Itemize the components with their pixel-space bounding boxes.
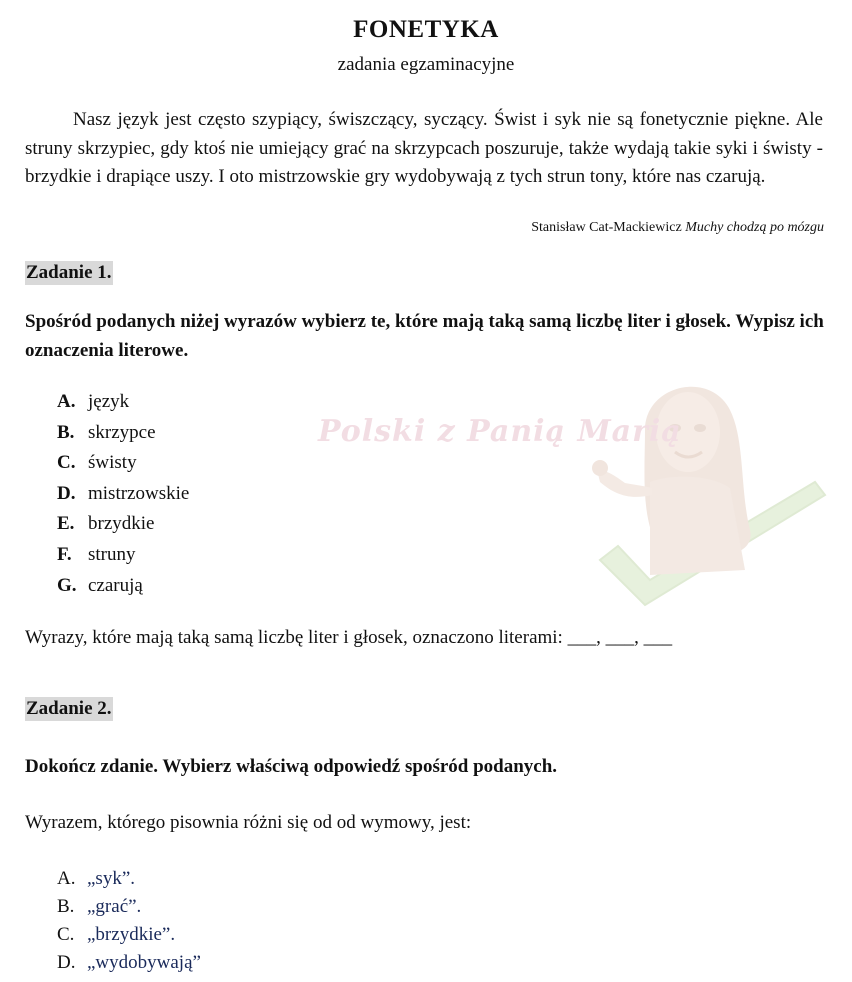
- option-word: „grać”.: [87, 896, 142, 917]
- option-letter: D.: [57, 482, 76, 504]
- task-2-option-d: [57, 949, 201, 977]
- task-2-header: Zadanie 2.: [26, 698, 112, 719]
- option-letter: F.: [57, 543, 72, 565]
- task-2-option-a: [57, 865, 201, 893]
- option-letter: A.: [57, 868, 76, 889]
- task-2-instruction: Dokończ zdanie. Wybierz właściwą odpowiedź spośród podanych.: [25, 756, 558, 777]
- watermark-text: Polski z Panią Marią: [318, 414, 682, 449]
- option-word: mistrzowskie: [88, 482, 190, 504]
- task-1-option-e: [57, 509, 189, 540]
- option-word: świsty: [88, 452, 137, 474]
- option-word: struny: [88, 543, 136, 565]
- option-letter: A.: [57, 391, 76, 412]
- task-2-option-b: [57, 893, 201, 921]
- option-letter: B.: [57, 896, 75, 917]
- task-1-option-b: [57, 418, 189, 449]
- task-2-option-c: [57, 921, 201, 949]
- option-word: „wydobywają”: [87, 952, 201, 973]
- task-2-prompt: Wyrazem, którego pisownia różni się od od wymowy, jest:: [25, 812, 472, 833]
- option-word: brzydkie: [88, 513, 155, 535]
- option-word: „brzydkie”.: [87, 924, 176, 945]
- task-1-answer-line: Wyrazy, które mają taką samą liczbę liter i głosek, oznaczono literami: ___, ___, ___: [25, 627, 673, 648]
- task-1-option-a: [57, 387, 189, 418]
- option-letter: D.: [57, 952, 76, 973]
- document-title: FONETYKA: [353, 16, 499, 43]
- task-1-header: Zadanie 1.: [26, 262, 112, 283]
- option-word: czarują: [88, 574, 143, 596]
- quote-paragraph: Nasz język jest często szypiący, świszczący, syczący. Świst i syk nie są fonetycznie piękne. Ale struny skrzypiec, gdy ktoś nie umiejący grać na skrzypcach poszuruje, także wydają takie syki i świsty - brzydkie i drapiące uszy. I oto mistrzowskie gry wydobywają z tych strun tony, które nas czarują.: [25, 109, 823, 187]
- option-letter: C.: [57, 452, 76, 474]
- option-word: „syk”.: [87, 868, 136, 889]
- quote-author: Stanisław Cat-Mackiewicz: [531, 220, 682, 235]
- option-letter: B.: [57, 421, 75, 443]
- quote-attribution: [531, 220, 824, 236]
- task-1-option-f: [57, 540, 189, 571]
- option-word: skrzypce: [88, 421, 156, 443]
- option-letter: E.: [57, 513, 75, 535]
- task-1-instruction: Spośród podanych niżej wyrazów wybierz te, które mają taką samą liczbę liter i głosek. Wypisz ich oznaczenia literowe.: [25, 311, 824, 361]
- option-letter: G.: [57, 574, 77, 596]
- task-1-options: [57, 387, 189, 601]
- task-1-option-c: [57, 448, 189, 479]
- option-word: język: [88, 391, 130, 412]
- task-2-options: [57, 865, 201, 977]
- task-1-option-g: [57, 571, 189, 602]
- document-subtitle: zadania egzaminacyjne: [337, 54, 515, 75]
- option-letter: C.: [57, 924, 75, 945]
- task-1-option-d: [57, 479, 189, 510]
- quote-book-title: Muchy chodzą po mózgu: [685, 220, 824, 235]
